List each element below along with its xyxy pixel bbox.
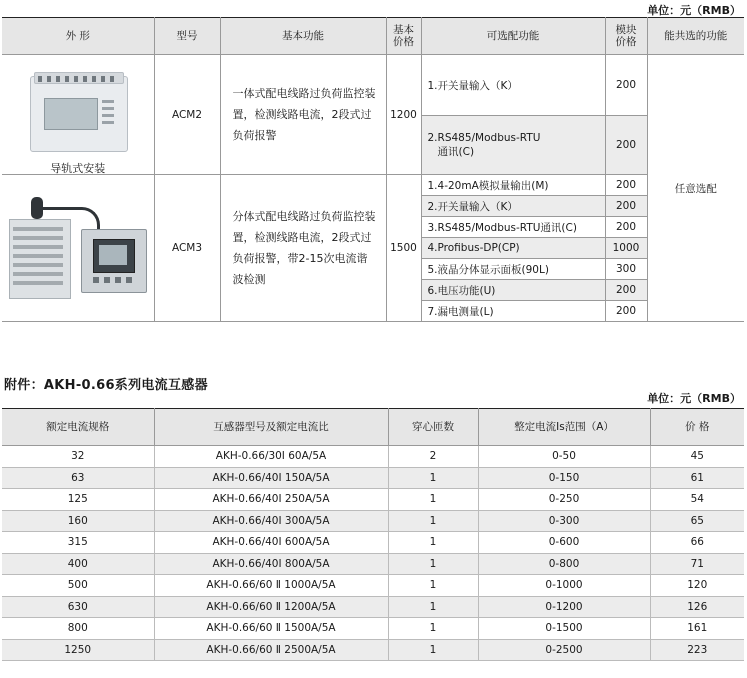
annex-unit: 单位：元（RMB） — [647, 392, 741, 405]
acm3-option-1-price: 200 — [605, 175, 647, 196]
header-appearance: 外 形 — [2, 18, 154, 55]
cell-price: 71 — [650, 553, 744, 575]
cell-price: 65 — [650, 510, 744, 532]
cell-setting-range: 0-1000 — [478, 575, 650, 597]
cell-transformer-model: AKH-0.66/60 Ⅱ 1500A/5A — [154, 618, 388, 640]
header-turns: 穿心匝数 — [388, 409, 478, 446]
cell-turns: 1 — [388, 489, 478, 511]
acm2-row-1 — [2, 55, 744, 116]
table-row — [2, 532, 744, 554]
cell-turns: 1 — [388, 596, 478, 618]
cell-setting-range: 0-250 — [478, 489, 650, 511]
cell-transformer-model: AKH-0.66/40I 150A/5A — [154, 467, 388, 489]
product-price-table — [2, 17, 744, 322]
cell-price: 126 — [650, 596, 744, 618]
table-row — [2, 489, 744, 511]
acm3-row-1 — [2, 175, 744, 196]
table1-header-row — [2, 18, 744, 55]
header-rated-current: 额定电流规格 — [2, 409, 154, 446]
cell-transformer-model: AKH-0.66/40I 800A/5A — [154, 553, 388, 575]
table-row — [2, 467, 744, 489]
acm3-option-7-price: 200 — [605, 301, 647, 322]
cell-transformer-model: AKH-0.66/40I 300A/5A — [154, 510, 388, 532]
acm3-option-4: 4.Profibus-DP(CP) — [421, 238, 605, 259]
cell-rated-current: 160 — [2, 510, 154, 532]
table-row — [2, 553, 744, 575]
cell-setting-range: 0-2500 — [478, 639, 650, 661]
cell-setting-range: 0-1200 — [478, 596, 650, 618]
annex-title: 附件：AKH-0.66系列电流互感器 — [4, 378, 208, 393]
cell-price: 61 — [650, 467, 744, 489]
acm2-option-1-price: 200 — [605, 55, 647, 116]
cell-rated-current: 400 — [2, 553, 154, 575]
acm3-option-5-price: 300 — [605, 259, 647, 280]
acm3-device-image — [7, 189, 149, 307]
cell-setting-range: 0-300 — [478, 510, 650, 532]
cell-price: 66 — [650, 532, 744, 554]
cell-rated-current: 125 — [2, 489, 154, 511]
acm3-model: ACM3 — [154, 175, 220, 322]
acm3-appearance-cell — [2, 175, 154, 322]
cell-price: 120 — [650, 575, 744, 597]
transformer-price-table — [2, 408, 744, 661]
acm3-option-3-price: 200 — [605, 217, 647, 238]
cell-transformer-model: AKH-0.66/30I 60A/5A — [154, 446, 388, 468]
cell-transformer-model: AKH-0.66/40I 600A/5A — [154, 532, 388, 554]
cell-turns: 1 — [388, 510, 478, 532]
table-row — [2, 446, 744, 468]
cell-rated-current: 630 — [2, 596, 154, 618]
acm2-option-2-price: 200 — [605, 116, 647, 175]
acm3-option-2: 2.开关量输入（K） — [421, 196, 605, 217]
acm2-model: ACM2 — [154, 55, 220, 175]
acm3-base-price: 1500 — [386, 175, 421, 322]
cell-turns: 1 — [388, 639, 478, 661]
cell-turns: 1 — [388, 532, 478, 554]
cell-setting-range: 0-1500 — [478, 618, 650, 640]
cell-setting-range: 0-600 — [478, 532, 650, 554]
cell-turns: 1 — [388, 553, 478, 575]
cell-rated-current: 315 — [2, 532, 154, 554]
acm3-option-5: 5.液晶分体显示面板(90L) — [421, 259, 605, 280]
acm3-option-1: 1.4-20mA模拟量输出(M) — [421, 175, 605, 196]
acm2-option-2: 2.RS485/Modbus-RTU 通讯(C) — [421, 116, 605, 175]
header-basic-function: 基本功能 — [220, 18, 386, 55]
cell-transformer-model: AKH-0.66/60 Ⅱ 1200A/5A — [154, 596, 388, 618]
cell-setting-range: 0-150 — [478, 467, 650, 489]
acm3-option-4-price: 1000 — [605, 238, 647, 259]
cell-price: 223 — [650, 639, 744, 661]
cell-transformer-model: AKH-0.66/60 Ⅱ 2500A/5A — [154, 639, 388, 661]
header-setting-range: 整定电流Is范围（A） — [478, 409, 650, 446]
table-row — [2, 510, 744, 532]
table-row — [2, 639, 744, 661]
cell-setting-range: 0-50 — [478, 446, 650, 468]
cell-turns: 1 — [388, 575, 478, 597]
table-row — [2, 575, 744, 597]
cell-turns: 2 — [388, 446, 478, 468]
acm2-option-1: 1.开关量输入（K） — [421, 55, 605, 116]
cell-rated-current: 32 — [2, 446, 154, 468]
acm3-option-2-price: 200 — [605, 196, 647, 217]
acm2-base-price: 1200 — [386, 55, 421, 175]
cell-turns: 1 — [388, 467, 478, 489]
acm3-option-6: 6.电压功能(U) — [421, 280, 605, 301]
acm2-mount-label: 导轨式安装 — [50, 161, 106, 175]
header-optional-function: 可选配功能 — [421, 18, 605, 55]
cell-rated-current: 63 — [2, 467, 154, 489]
header-model: 型号 — [154, 18, 220, 55]
shared-option-cell: 任意选配 — [647, 55, 744, 322]
acm2-basic-function: 一体式配电线路过负荷监控装置，检测线路电流，2段式过负荷报警 — [220, 55, 386, 175]
acm3-basic-function: 分体式配电线路过负荷监控装置，检测线路电流，2段式过负荷报警，带2-15次电流谐波检测 — [220, 175, 386, 322]
cell-transformer-model: AKH-0.66/40I 250A/5A — [154, 489, 388, 511]
header-module-price: 模块 价格 — [605, 18, 647, 55]
header-transformer-model: 互感器型号及额定电流比 — [154, 409, 388, 446]
cell-turns: 1 — [388, 618, 478, 640]
cell-rated-current: 500 — [2, 575, 154, 597]
acm3-option-6-price: 200 — [605, 280, 647, 301]
cell-setting-range: 0-800 — [478, 553, 650, 575]
acm2-appearance-cell — [2, 55, 154, 175]
header-price: 价 格 — [650, 409, 744, 446]
cell-price: 161 — [650, 618, 744, 640]
header-shared-function: 能共选的功能 — [647, 18, 744, 55]
cell-price: 54 — [650, 489, 744, 511]
acm3-option-3: 3.RS485/Modbus-RTU通讯(C) — [421, 217, 605, 238]
acm3-option-7: 7.漏电测量(L) — [421, 301, 605, 322]
cell-price: 45 — [650, 446, 744, 468]
header-base-price: 基本 价格 — [386, 18, 421, 55]
table-row — [2, 596, 744, 618]
cell-rated-current: 800 — [2, 618, 154, 640]
acm2-device-image — [24, 70, 132, 175]
table-row — [2, 618, 744, 640]
table1-unit: 单位：元（RMB） — [647, 4, 741, 17]
cell-rated-current: 1250 — [2, 639, 154, 661]
cell-transformer-model: AKH-0.66/60 Ⅱ 1000A/5A — [154, 575, 388, 597]
annex-header-row — [2, 409, 744, 446]
